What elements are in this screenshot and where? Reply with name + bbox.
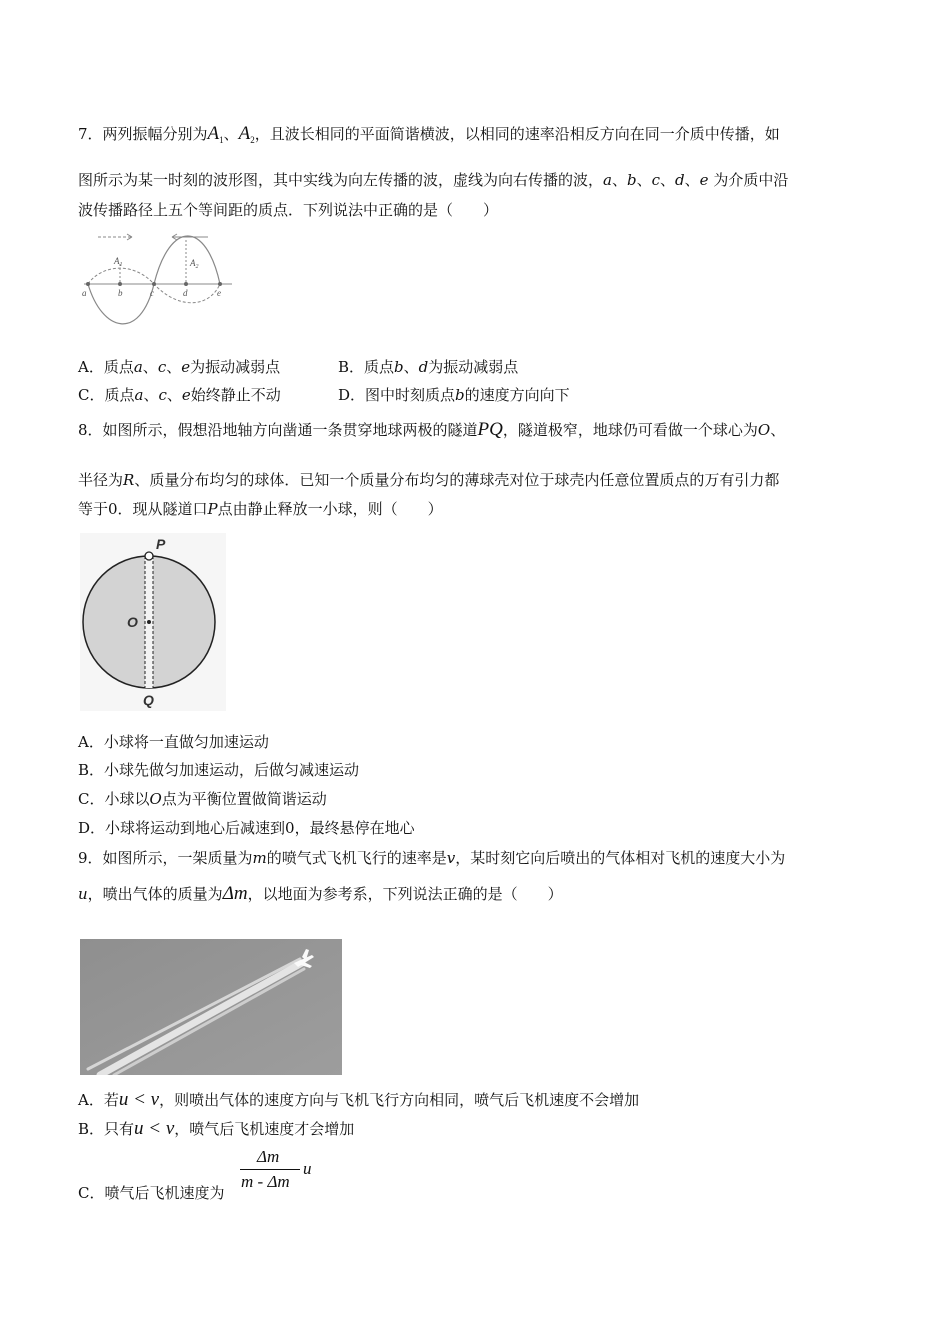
fraction-u: u — [303, 1159, 312, 1178]
point-e — [218, 282, 222, 286]
point-c — [152, 282, 156, 286]
fraction-bar — [240, 1169, 300, 1170]
q9-option-b[interactable]: B．只有u < v，喷气后飞机速度才会增加 — [78, 1118, 355, 1139]
q9-line2: u，喷出气体的质量为Δm，以地面为参考系，下列说法正确的是（ ） — [78, 883, 563, 904]
q8-option-a[interactable]: A．小球将一直做匀加速运动 — [78, 733, 269, 751]
label-o: O — [127, 614, 138, 630]
earth-tunnel-figure — [80, 533, 226, 711]
label-e: e — [217, 288, 221, 298]
ball-at-p — [145, 552, 153, 560]
q7-option-c[interactable]: C．质点a、c、e始终静止不动 — [78, 386, 281, 404]
q8-line3: 等于0．现从隧道口P点由静止释放一小球，则（ ） — [78, 500, 443, 518]
solid-wave — [88, 236, 220, 324]
q7-line2: 图所示为某一时刻的波形图，其中实线为向左传播的波，虚线为向右传播的波，a、b、c、d、e 为介质中沿 — [78, 171, 789, 189]
jet-photo — [80, 939, 342, 1075]
q7-option-d[interactable]: D．图中时刻质点b的速度方向向下 — [338, 386, 570, 404]
wave-figure — [80, 228, 240, 338]
q9-line1: 9．如图所示，一架质量为m的喷气式飞机飞行的速率是v，某时刻它向后喷出的气体相对飞机的速度大小为 — [78, 849, 786, 867]
fraction-denominator: m - Δm — [241, 1172, 290, 1191]
point-d — [184, 282, 188, 286]
label-a: a — [82, 288, 87, 298]
center-dot — [147, 620, 151, 624]
point-a — [86, 282, 90, 286]
label-a2: $A_2$ — [190, 258, 199, 270]
q7-line1: 7．两列振幅分别为$A_1$、$A_2$，且波长相同的平面简谐横波，以相同的速率沿相反方向在同一介质中传播，如 — [78, 123, 780, 145]
q7-option-b[interactable]: B．质点b、d为振动减弱点 — [338, 358, 519, 376]
fraction-numerator: Δm — [257, 1147, 280, 1166]
q8-line1: 8．如图所示，假想沿地轴方向凿通一条贯穿地球两极的隧道PQ，隧道极窄，地球仍可看做一个球心为O、 — [78, 419, 786, 440]
q8-option-c[interactable]: C．小球以O点为平衡位置做简谐运动 — [78, 790, 327, 808]
q7-line3: 波传播路径上五个等间距的质点．下列说法中正确的是（ ） — [78, 201, 499, 219]
label-p: P — [156, 536, 166, 552]
label-c: c — [150, 288, 154, 298]
label-d: d — [183, 288, 188, 298]
q8-option-b[interactable]: B．小球先做匀加速运动，后做匀减速运动 — [78, 761, 360, 779]
q8-line2: 半径为R、质量分布均匀的球体．已知一个质量分布均匀的薄球壳对位于球壳内任意位置质点的万有引力都 — [78, 471, 780, 489]
point-b — [118, 282, 122, 286]
q7-option-a[interactable]: A．质点a、c、e为振动减弱点 — [78, 358, 281, 376]
q9-option-a[interactable]: A．若u < v，则喷出气体的速度方向与飞机飞行方向相同，喷气后飞机速度不会增加 — [78, 1089, 640, 1110]
q9-option-c[interactable]: C．喷气后飞机速度为 — [78, 1184, 225, 1202]
q8-option-d[interactable]: D．小球将运动到地心后减速到0，最终悬停在地心 — [78, 819, 415, 837]
label-b: b — [118, 288, 123, 298]
label-q: Q — [143, 692, 154, 708]
label-a1: $A_1$ — [114, 256, 123, 268]
